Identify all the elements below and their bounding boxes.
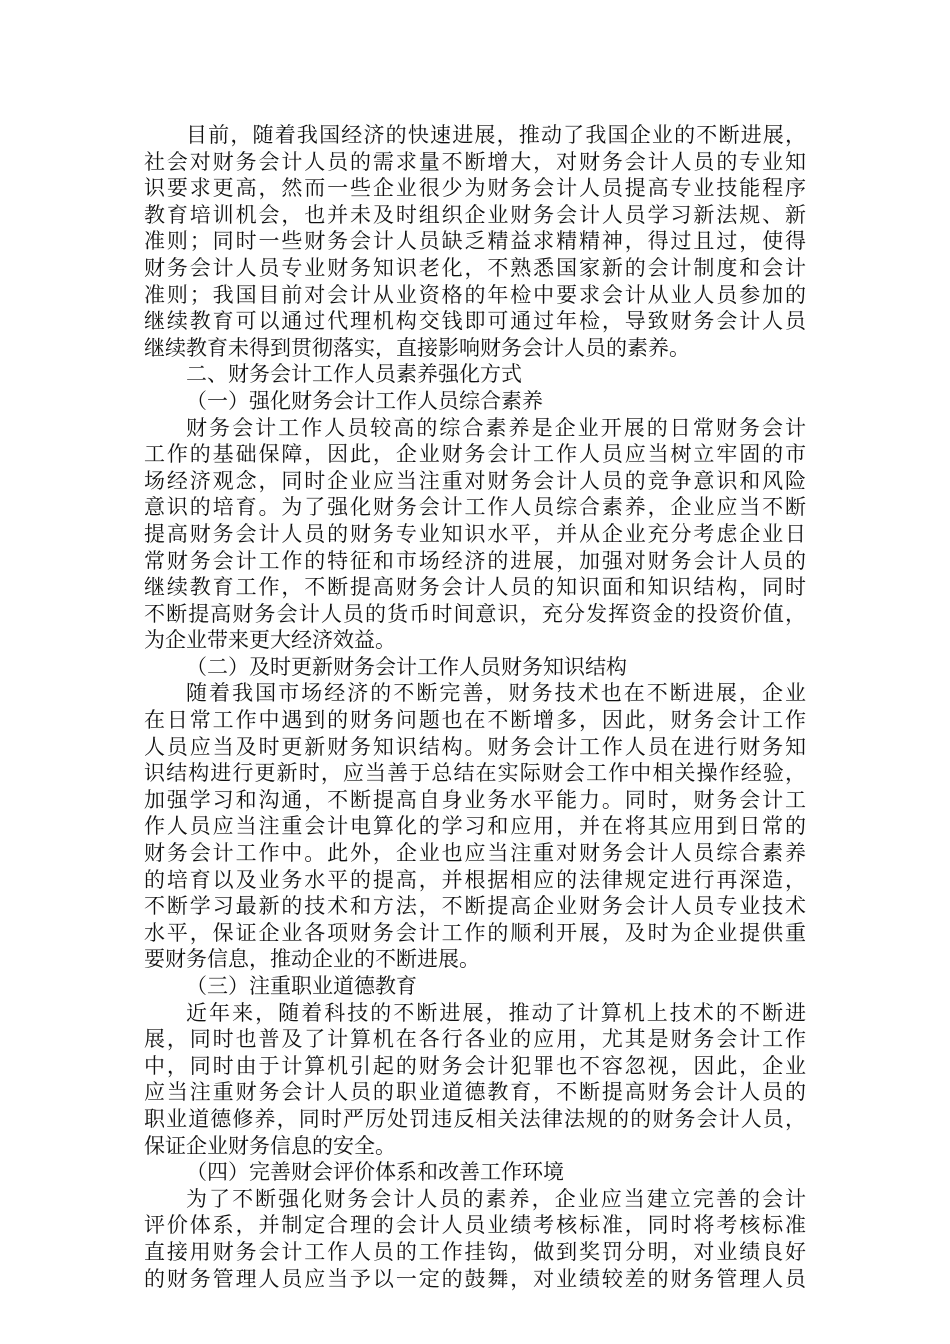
section-heading: [144, 361, 806, 388]
section-heading: [144, 388, 806, 415]
paragraph-line: 常财务会计工作的特征和市场经济的进展，加强对财务会计人员的: [144, 548, 806, 573]
paragraph-line: 财务会计人员专业财务知识老化，不熟悉国家新的会计制度和会计: [144, 255, 806, 280]
paragraph-line: 意识的培育。为了强化财务会计工作人员综合素养，企业应当不断: [144, 495, 806, 520]
paragraph-line: 继续教育工作，不断提高财务会计人员的知识面和知识结构，同时: [144, 575, 806, 600]
body-paragraph: [144, 415, 806, 654]
document-page: [144, 122, 806, 1292]
paragraph-line: 不断提高财务会计人员的货币时间意识，充分发挥资金的投资价值，: [144, 601, 806, 626]
body-paragraph: [144, 122, 806, 361]
paragraph-line: 在日常工作中遇到的财务问题也在不断增多，因此，财务会计工作: [144, 708, 806, 733]
section-heading: [144, 973, 806, 1000]
heading-text: （二）及时更新财务会计工作人员财务知识结构: [186, 654, 627, 679]
paragraph-line: 近年来，随着科技的不断进展，推动了计算机上技术的不断进: [186, 1000, 806, 1025]
heading-text: （一）强化财务会计工作人员综合素养: [186, 388, 543, 413]
paragraph-line: 目前，随着我国经济的快速进展，推动了我国企业的不断进展，: [186, 123, 806, 147]
paragraph-line: 财务会计工作人员较高的综合素养是企业开展的日常财务会计: [186, 415, 806, 440]
paragraph-line: 要财务信息，推动企业的不断进展。: [144, 947, 480, 972]
paragraph-line: 场经济观念，同时企业应当注重对财务会计人员的竞争意识和风险: [144, 468, 806, 493]
heading-text: 二、财务会计工作人员素养强化方式: [186, 362, 522, 387]
paragraph-line: 中，同时由于计算机引起的财务会计犯罪也不容忽视，因此，企业: [144, 1053, 806, 1078]
body-paragraph: [144, 680, 806, 973]
paragraph-line: 评价体系，并制定合理的会计人员业绩考核标准，同时将考核标准: [144, 1213, 806, 1238]
paragraph-line: 继续教育未得到贯彻落实，直接影响财务会计人员的素养。: [144, 335, 690, 360]
paragraph-line: 为企业带来更大经济效益。: [144, 628, 396, 653]
paragraph-line: 水平，保证企业各项财务会计工作的顺利开展，及时为企业提供重: [144, 920, 806, 945]
section-heading: [144, 654, 806, 681]
section-heading: [144, 1159, 806, 1186]
body-paragraph: [144, 1186, 806, 1292]
paragraph-line: 展，同时也普及了计算机在各行各业的应用，尤其是财务会计工作: [144, 1027, 806, 1052]
body-paragraph: [144, 1000, 806, 1160]
paragraph-line: 继续教育可以通过代理机构交钱即可通过年检，导致财务会计人员: [144, 309, 806, 334]
paragraph-line: 识结构进行更新时，应当善于总结在实际财会工作中相关操作经验，: [144, 761, 806, 786]
paragraph-line: 提高财务会计人员的财务专业知识水平，并从企业充分考虑企业日: [144, 521, 806, 546]
paragraph-line: 作人员应当注重会计电算化的学习和应用，并在将其应用到日常的: [144, 814, 806, 839]
paragraph-line: 人员应当及时更新财务知识结构。财务会计工作人员在进行财务知: [144, 734, 806, 759]
paragraph-line: 的培育以及业务水平的提高，并根据相应的法律规定进行再深造，: [144, 867, 806, 892]
paragraph-line: 的财务管理人员应当予以一定的鼓舞，对业绩较差的财务管理人员: [144, 1266, 806, 1291]
paragraph-line: 社会对财务会计人员的需求量不断增大，对财务会计人员的专业知: [144, 149, 806, 174]
paragraph-line: 准则；我国目前对会计从业资格的年检中要求会计从业人员参加的: [144, 282, 806, 307]
paragraph-line: 应当注重财务会计人员的职业道德教育，不断提高财务会计人员的: [144, 1080, 806, 1105]
paragraph-line: 加强学习和沟通，不断提高自身业务水平能力。同时，财务会计工: [144, 787, 806, 812]
paragraph-line: 保证企业财务信息的安全。: [144, 1133, 396, 1158]
paragraph-line: 直接用财务会计工作人员的工作挂钩，做到奖罚分明，对业绩良好: [144, 1239, 806, 1264]
paragraph-line: 不断学习最新的技术和方法，不断提高企业财务会计人员专业技术: [144, 894, 806, 919]
heading-text: （四）完善财会评价体系和改善工作环境: [186, 1160, 564, 1185]
paragraph-line: 工作的基础保障，因此，企业财务会计工作人员应当树立牢固的市: [144, 442, 806, 467]
heading-text: （三）注重职业道德教育: [186, 974, 417, 998]
paragraph-line: 职业道德修养，同时严厉处罚违反相关法律法规的的财务会计人员，: [144, 1106, 806, 1131]
paragraph-line: 为了不断强化财务会计人员的素养，企业应当建立完善的会计: [186, 1186, 806, 1211]
paragraph-line: 教育培训机会，也并未及时组织企业财务会计人员学习新法规、新: [144, 202, 806, 227]
paragraph-line: 随着我国市场经济的不断完善，财务技术也在不断进展，企业: [186, 681, 806, 706]
paragraph-line: 财务会计工作中。此外，企业也应当注重对财务会计人员综合素养: [144, 841, 806, 866]
paragraph-line: 识要求更高，然而一些企业很少为财务会计人员提高专业技能程序: [144, 176, 806, 201]
paragraph-line: 准则；同时一些财务会计人员缺乏精益求精精神，得过且过，使得: [144, 229, 806, 254]
